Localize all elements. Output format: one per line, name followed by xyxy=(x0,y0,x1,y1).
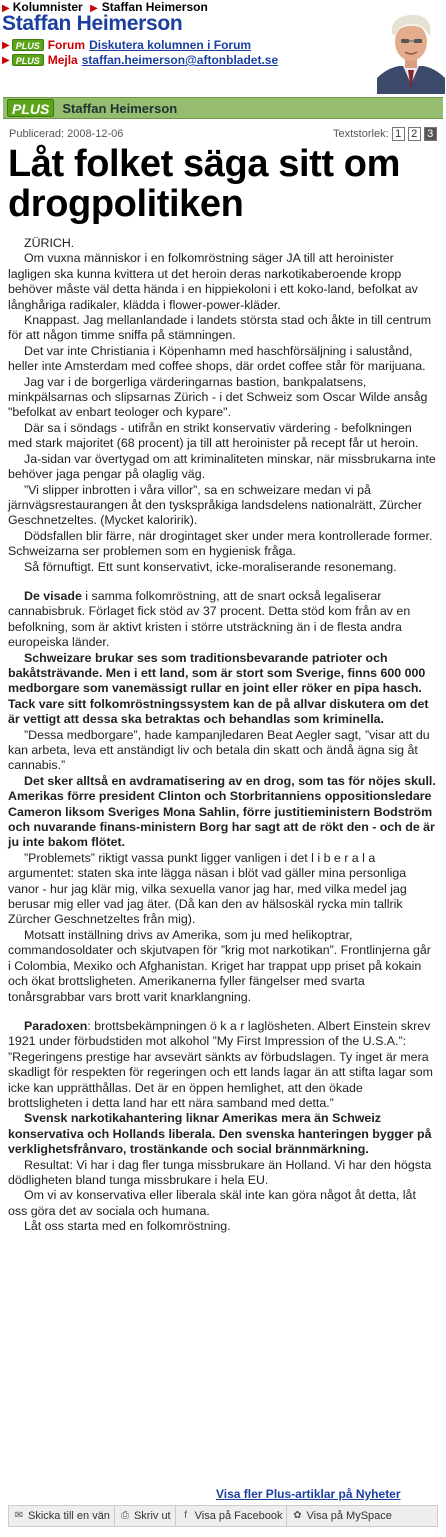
article-paragraph xyxy=(8,1158,436,1189)
textsize-2-button[interactable]: 2 xyxy=(408,127,421,141)
article-paragraph xyxy=(8,421,436,452)
paragraph-text: Motsatt inställning drivs av Amerika, som ju med helikoptrar, commandosoldater och skjutvapen för ”krig mot narkotikan”. Frontlinjerna går i Colombia, Mexiko och Afghanistan. Kriget har trappat upp priset på kokain och ökat brottsligheten. Amerikanerna fyller fängelser med svarta tonårsgrabbar vars brott varit knarklangning. xyxy=(8,927,431,1004)
share-facebook-button[interactable] xyxy=(176,1506,288,1526)
paragraph-bold-lead: Det sker alltså en avdramatisering av en drog, som tas för nöjes skull. Amerikas förre president Clinton och Storbritanniens oppositionsledare Cameron liksom Sveriges Mona Sahlin, förre justitieministern Bodström och nuvarande finans-ministern Borg har sagt att de rökt den - och de är ju inte bakom flötet. xyxy=(8,773,436,850)
arrow-right-icon: ▶ xyxy=(2,39,10,51)
arrow-right-icon: ▶ xyxy=(90,3,98,14)
article-paragraph xyxy=(8,313,436,344)
printer-icon: ⎙ xyxy=(120,1510,129,1521)
article-paragraph xyxy=(8,1019,436,1111)
published-date: Publicerad: 2008-12-06 xyxy=(9,128,124,140)
paragraph-text: : brottsbekämpningen ö k a r laglösheten. Albert Einstein skrev 1921 under förbudstiden mot alkohol ”My First Impression of the U.S.A.”: ”Regeringens prestige har avsevärt sänkts av förbudslagen. Ty inget är mera skadligt för respekten för regeringen och ett lands lagar än att stifta lagar som icke kan upprätthållas. Det är en öppen hemlighet, att den ökade brottsligheten i detta land har ett nära samband med detta.” xyxy=(8,1018,433,1110)
paragraph-text: i samma folkomröstning, att de snart också legaliserar cannabisbruk. Förlaget fick stöd av 37 procent. Detta stöd kom från av en befolkning, som är aktivt kristen i större utsträckning än i de flesta andra europeiska länder. xyxy=(8,588,411,650)
arrow-right-icon: ▶ xyxy=(2,3,10,14)
paragraph-text: Resultat: Vi har i dag fler tunga missbrukare än Holland. Vi har den högsta dödligheten bland tunga missbrukare i hela EU. xyxy=(8,1157,432,1187)
plus-logo: PLUS xyxy=(7,99,54,117)
paragraph-text: ”Vi slipper inbrotten i våra villor”, sa en schweizare medan vi på järnvägsrestaurangen åt den tyskspråkiga landsdelens nationalrätt, Zürcher Geschnetzeltes. (Mycket kaloririk). xyxy=(8,482,422,528)
paragraph-text: Där sa i söndags - utifrån en strikt konservativ värdering - befolkningen med stark majoritet (68 procent) ja till att heroinister på recept får ut heroin. xyxy=(8,420,419,451)
share-printer-button[interactable] xyxy=(115,1506,176,1526)
article-paragraph xyxy=(8,251,436,313)
article-paragraph xyxy=(8,928,436,1005)
share-label: Visa på MySpace xyxy=(306,1510,392,1522)
share-label: Skriv ut xyxy=(133,1510,171,1522)
article-paragraph xyxy=(8,375,436,421)
paragraph-bold-lead: Paradoxen xyxy=(24,1018,88,1033)
article-paragraph xyxy=(8,452,436,483)
textsize-1-button[interactable]: 1 xyxy=(392,127,405,141)
textsize-control xyxy=(333,127,437,141)
myspace-icon: ✿ xyxy=(293,1510,302,1521)
columnist-photo xyxy=(377,6,445,94)
article-paragraph xyxy=(8,1219,436,1234)
textsize-label: Textstorlek: xyxy=(333,128,389,140)
paragraph-text: ”Dessa medborgare”, hade kampanjledaren Beat Aegler sagt, ”visar att du kan arbeta, leva ett anständigt liv och betala din skatt och ändå ägna sig åt cannabis.” xyxy=(8,727,430,773)
plus-section-bar xyxy=(3,97,443,119)
share-toolbar xyxy=(8,1505,438,1527)
share-label: Visa på Facebook xyxy=(194,1510,283,1522)
arrow-right-icon: ▶ xyxy=(2,54,10,66)
paragraph-text: Dödsfallen blir färre, när drogintaget sker under mera kontrollerade former. Schweizarna ser problemen som en hygienisk fråga. xyxy=(8,528,433,559)
bar-columnist-name: Staffan Heimerson xyxy=(62,100,178,116)
forum-link[interactable]: Diskutera kolumnen i Forum xyxy=(89,38,252,52)
article-paragraph xyxy=(8,344,436,375)
article-body xyxy=(8,236,436,1235)
paragraph-text: Om vuxna människor i en folkomröstning säger JA till att heroinister lagligen ska kunna kvittera ut det heroin deras narkotikaberoende kropp behöver måste väl detta hända i en hippiekoloni i ett koko-land, befolkat av långhåriga radikaler, klädda i flower-power-kläder. xyxy=(8,251,418,312)
article-paragraph xyxy=(8,651,436,728)
share-envelope-button[interactable] xyxy=(9,1506,115,1526)
columnist-name[interactable]: Staffan Heimerson xyxy=(2,12,183,35)
paragraph-text: Jag var i de borgerliga värderingarnas bastion, bankpalatsens, minkpälsarnas och slipsarnas Zürich - i det Schweiz som Oscar Wilde ansåg "befolkat av enbart teologer och kypare". xyxy=(8,374,428,420)
paragraph-text: Om vi av konservativa eller liberala skäl inte kan göra något åt detta, låt oss göra det av sociala och humana. xyxy=(8,1188,416,1218)
article-paragraph xyxy=(8,851,436,928)
article-paragraph xyxy=(8,1188,436,1219)
paragraph-text: Ja-sidan var övertygad om att kriminaliteten minskar, när missbrukarna inte behöver jaga pengar på olaglig väg. xyxy=(8,451,436,482)
textsize-3-button[interactable]: 3 xyxy=(424,127,437,141)
facebook-icon: f xyxy=(184,1510,188,1521)
article-paragraph xyxy=(8,560,436,575)
plus-badge: PLUS xyxy=(12,39,44,51)
paragraph-text: Knappast. Jag mellanlandade i landets största stad och åkte in till centrum för att någon timme sniffa på stämningen. xyxy=(8,313,432,343)
article-headline: Låt folket säga sitt om drogpolitiken xyxy=(8,143,400,225)
article-paragraph xyxy=(8,774,436,851)
paragraph-text: ZÜRICH. xyxy=(24,236,75,250)
article-paragraph xyxy=(8,728,436,774)
paragraph-bold-lead: De visade xyxy=(24,588,82,603)
more-plus-articles-link[interactable]: Visa fler Plus-artiklar på Nyheter xyxy=(216,1487,401,1501)
article-paragraph xyxy=(8,529,436,560)
paragraph-bold-lead: Svensk narkotikahantering liknar Amerikas mera än Schweiz konservativa och Hollands liberala. Den svenska hanteringen bygger på verklighetsfrånvaro, trostänkande och social brännmärkning. xyxy=(8,1111,432,1157)
breadcrumb-kolumnister[interactable]: Kolumnister xyxy=(12,0,83,14)
article-paragraph xyxy=(8,1111,436,1157)
share-myspace-button[interactable] xyxy=(287,1506,395,1526)
paragraph-text: Det var inte Christiania i Köpenhamn med haschförsäljning i salustånd, heller inte Amsterdam med coffee shops, där ordet coffee står för marijuana. xyxy=(8,343,426,374)
envelope-icon: ✉ xyxy=(14,1510,24,1521)
paragraph-text: Så förnuftigt. Ett sunt konservativt, icke-moraliserande resonemang. xyxy=(24,559,397,574)
paragraph-bold-lead: Schweizare brukar ses som traditionsbevarande patrioter och bakåtsträvande. Men i ett land, som är stort som Sverige, finns 600 000 medborgare som vanemässigt rullar en joint eller röker en pipa hasch. Tack vare sitt folkomröstningssystem kan de på allvar diskutera om det är vettigt att dessa ska betraktas och behandlas som kriminella. xyxy=(8,650,429,727)
article-paragraph xyxy=(8,236,436,251)
forum-row xyxy=(2,38,251,52)
mail-link[interactable]: staffan.heimerson@aftonbladet.se xyxy=(81,53,279,67)
forum-label: Forum xyxy=(47,38,86,52)
article-paragraph xyxy=(8,483,436,529)
paragraph-text: ”Problemets” riktigt vassa punkt ligger vanligen i det l i b e r a l a argumentet: staten ska inte lägga näsan i blöt vad gäller mina personliga vanor - hur jag klär mig, vilka sexuella vanor jag har, med vilka medel jag berusar mig eller vad jag äter. (Då kan den av hälsoskäl rycka min tallrik Zürcher Geschnetzeltes från mig). xyxy=(8,850,407,927)
article-paragraph xyxy=(8,589,436,651)
plus-badge: PLUS xyxy=(12,54,44,66)
breadcrumb-author[interactable]: Staffan Heimerson xyxy=(101,0,208,14)
share-label: Skicka till en vän xyxy=(28,1510,110,1522)
mail-row xyxy=(2,53,278,67)
paragraph-text: Låt oss starta med en folkomröstning. xyxy=(24,1219,231,1234)
mail-label: Mejla xyxy=(47,53,78,67)
